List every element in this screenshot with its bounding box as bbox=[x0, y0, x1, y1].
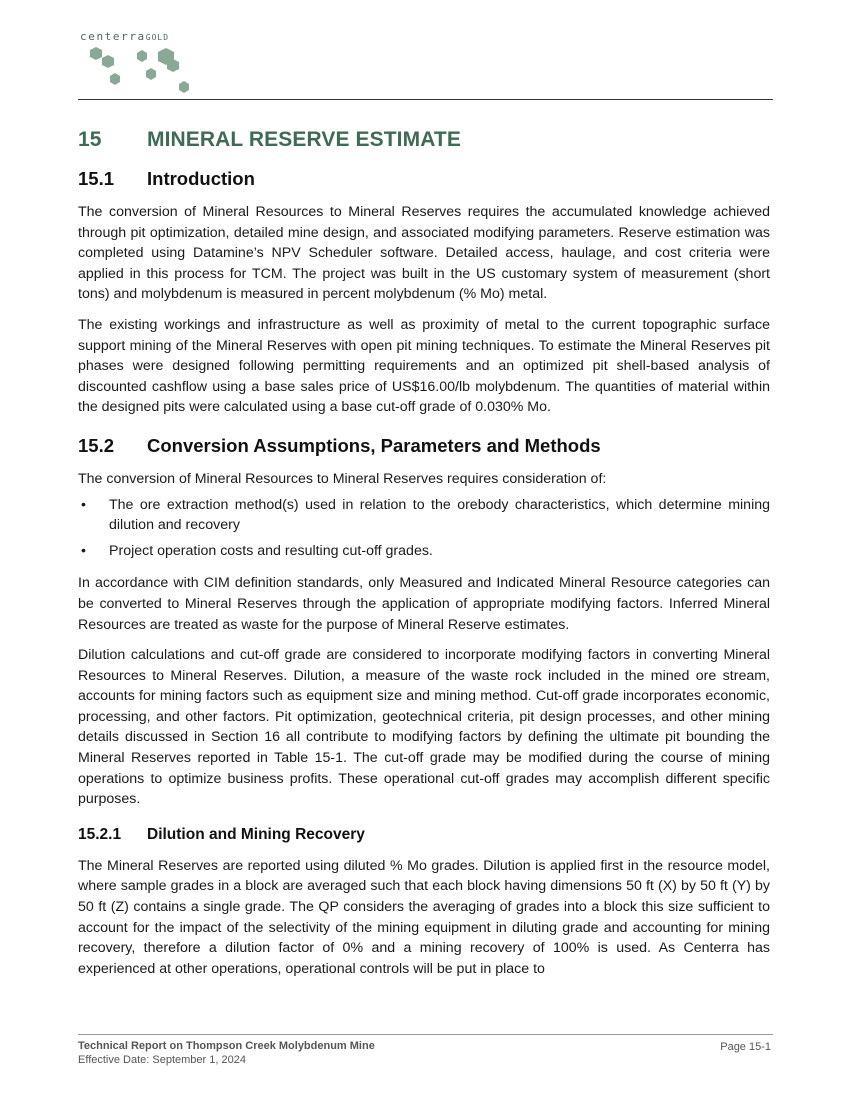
page-number: Page 15-1 bbox=[720, 1041, 771, 1053]
list-item-text: The ore extraction method(s) used in relation to the orebody characteristics, which determine mining dilution and recovery bbox=[109, 496, 770, 534]
subsection-heading-15-2 bbox=[78, 435, 770, 457]
company-logo-text bbox=[80, 30, 169, 43]
page-header bbox=[78, 28, 773, 100]
section-heading bbox=[78, 128, 770, 152]
hexagon-logo-icon bbox=[82, 46, 202, 96]
subsection-title: Dilution and Mining Recovery bbox=[147, 825, 365, 843]
list-item: • Project operation costs and resulting cut-off grades. bbox=[81, 542, 433, 559]
paragraph: Dilution calculations and cut-off grade are considered to incorporate modifying factors in converting Mineral Resources to Mineral Reserves. Dilution, a measure of the waste rock included in the mined ore stream, accounts for mining factors such as equipment size and mining method. Cut-off grade incorporates economic, processing, and other factors. Pit optimization, geotechnical criteria, pit design processes, and other mining details discussed in Section 16 all contribute to modifying factors by defining the ultimate pit bounding the Mineral Reserves reported in Table 15-1. The cut-off grade may be modified during the course of mining operations to optimize business profits. These operational cut-off grades may accomplish different specific purposes. bbox=[78, 647, 770, 808]
subsection-number: 15.2 bbox=[78, 434, 115, 456]
subsection-number: 15.1 bbox=[78, 168, 115, 189]
section-title: MINERAL RESERVE ESTIMATE bbox=[147, 128, 461, 151]
paragraph: The conversion of Mineral Resources to Mineral Reserves requires the accumulated knowledge achieved through pit optimization, detailed mine design, and associated modifying parameters. Reserve estimation was completed using Datamine’s NPV Scheduler software. Detailed access, haulage, and cost criteria were applied in this process for TCM. The project was built in the US customary system of measurement (short tons) and molybdenum is measured in percent molybdenum (% Mo) metal. bbox=[78, 204, 770, 303]
section-number: 15 bbox=[78, 128, 102, 151]
list-item-text: Project operation costs and resulting cut-off grades. bbox=[109, 542, 433, 559]
logo-suffix: GOLD bbox=[145, 33, 170, 42]
paragraph: The existing workings and infrastructure as well as proximity of metal to the current topographic surface support mining of the Mineral Reserves with open pit mining techniques. To estimate the Mineral Reserves pit phases were designed following permitting requirements and an optimized pit shell-based analysis of discounted cashflow using a base sales price of US$16.00/lb molybdenum. The quantities of material within the designed pits were calculated using a base cut-off grade of 0.030% Mo. bbox=[78, 316, 770, 416]
footer-effective-date: Effective Date: September 1, 2024 bbox=[78, 1054, 246, 1066]
subsection-heading-15-2-1 bbox=[78, 826, 770, 844]
logo-name: centerra bbox=[80, 30, 146, 43]
paragraph: The conversion of Mineral Resources to Mineral Reserves requires consideration of: bbox=[78, 470, 607, 487]
paragraph: In accordance with CIM definition standards, only Measured and Indicated Mineral Resource categories can be converted to Mineral Reserves through the application of appropriate modifying factors. Inferred Mineral Resources are treated as waste for the purpose of Mineral Reserve estimates. bbox=[78, 575, 770, 633]
footer-report-title: Technical Report on Thompson Creek Molybdenum Mine bbox=[78, 1040, 375, 1052]
page-footer bbox=[78, 1034, 773, 1066]
subsection-heading-15-1 bbox=[78, 168, 770, 190]
bullet-list bbox=[78, 495, 770, 562]
subsection-number: 15.2.1 bbox=[78, 825, 122, 843]
page-content bbox=[78, 112, 770, 979]
list-item: • The ore extraction method(s) used in relation to the orebody characteristics, which determine mining dilution and recovery bbox=[81, 496, 770, 534]
subsection-title: Conversion Assumptions, Parameters and Methods bbox=[147, 434, 601, 456]
paragraph: The Mineral Reserves are reported using diluted % Mo grades. Dilution is applied first in the resource model, where sample grades in a block are averaged such that each block having dimensions 50 ft (X) by 50 ft (Y) by 50 ft (Z) contains a single grade. The QP considers the averaging of grades into a block this size sufficient to account for the impact of the selectivity of the mining equipment in diluting grade and accounting for mining recovery, therefore a dilution factor of 0% and a mining recovery of 100% is used. As Centerra has experienced at other operations, operational controls will be put in place to bbox=[78, 857, 770, 977]
subsection-title: Introduction bbox=[147, 168, 255, 189]
